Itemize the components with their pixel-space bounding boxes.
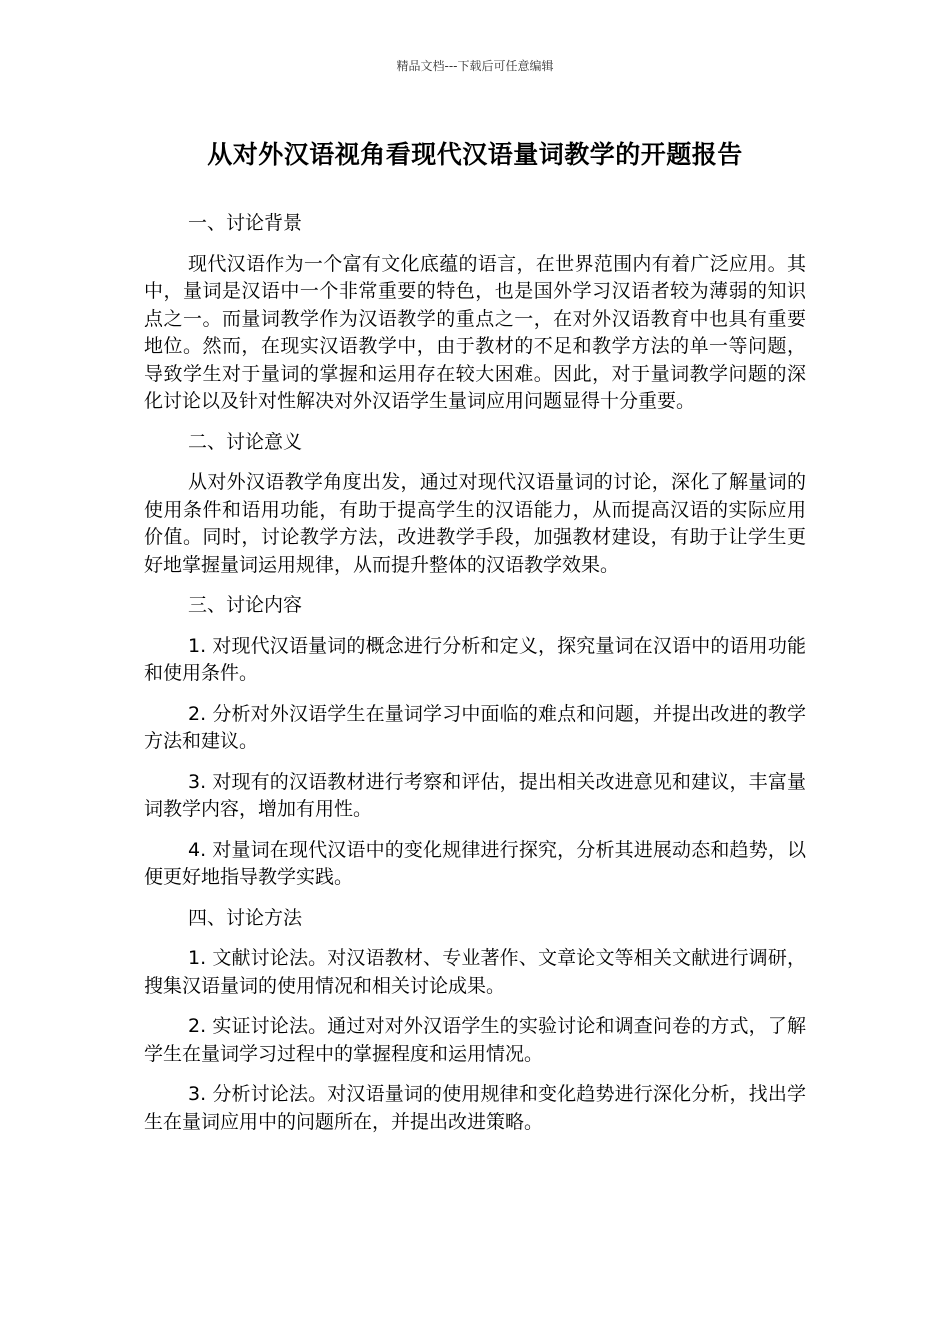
section-significance	[144, 429, 806, 580]
section-heading: 三、讨论内容	[188, 594, 303, 616]
section-heading: 一、讨论背景	[188, 212, 303, 234]
paragraph: 从对外汉语教学角度出发，通过对现代汉语量词的讨论，深化了解量词的使用条件和语用功能，有助于提高学生的汉语能力，从而提高汉语的实际应用价值。同时，讨论教学方法，改进教学手段，加强教材建设，有助于让学生更好地掌握量词运用规律，从而提升整体的汉语教学效果。	[144, 471, 806, 576]
section-background	[144, 210, 806, 416]
list-item: 2. 实证讨论法。通过对对外汉语学生的实验讨论和调查问卷的方式，了解学生在量词学习过程中的掌握程度和运用情况。	[144, 1015, 806, 1065]
section-heading: 四、讨论方法	[188, 906, 303, 929]
document-body	[144, 210, 806, 1149]
list-item: 4. 对量词在现代汉语中的变化规律进行探究，分析其进展动态和趋势，以便更好地指导教学实践。	[144, 838, 806, 888]
section-heading: 二、讨论意义	[188, 430, 303, 453]
list-item: 3. 分析讨论法。对汉语量词的使用规律和变化趋势进行深化分析，找出学生在量词应用中的问题所在，并提出改进策略。	[144, 1083, 806, 1133]
section-content	[144, 592, 806, 892]
list-item: 1. 文献讨论法。对汉语教材、专业著作、文章论文等相关文献进行调研，搜集汉语量词的使用情况和相关讨论成果。	[144, 947, 806, 997]
section-methods	[144, 905, 806, 1137]
paragraph: 现代汉语作为一个富有文化底蕴的语言，在世界范围内有着广泛应用。其中，量词是汉语中一个非常重要的特色，也是国外学习汉语者较为薄弱的知识点之一。而量词教学作为汉语教学的重点之一，在对外汉语教育中也具有重要地位。然而，在现实汉语教学中，由于教材的不足和教学方法的单一等问题，导致学生对于量词的掌握和运用存在较大困难。因此，对于量词教学问题的深化讨论以及针对性解决对外汉语学生量词应用问题显得十分重要。	[144, 252, 806, 412]
list-item: 1. 对现代汉语量词的概念进行分析和定义，探究量词在汉语中的语用功能和使用条件。	[144, 634, 806, 684]
document-title: 从对外汉语视角看现代汉语量词教学的开题报告	[207, 140, 743, 169]
list-item: 3. 对现有的汉语教材进行考察和评估，提出相关改进意见和建议，丰富量词教学内容，增加有用性。	[144, 770, 806, 820]
header-note: 精品文档---下载后可任意编辑	[396, 59, 554, 73]
list-item: 2. 分析对外汉语学生在量词学习中面临的难点和问题，并提出改进的教学方法和建议。	[144, 702, 806, 752]
